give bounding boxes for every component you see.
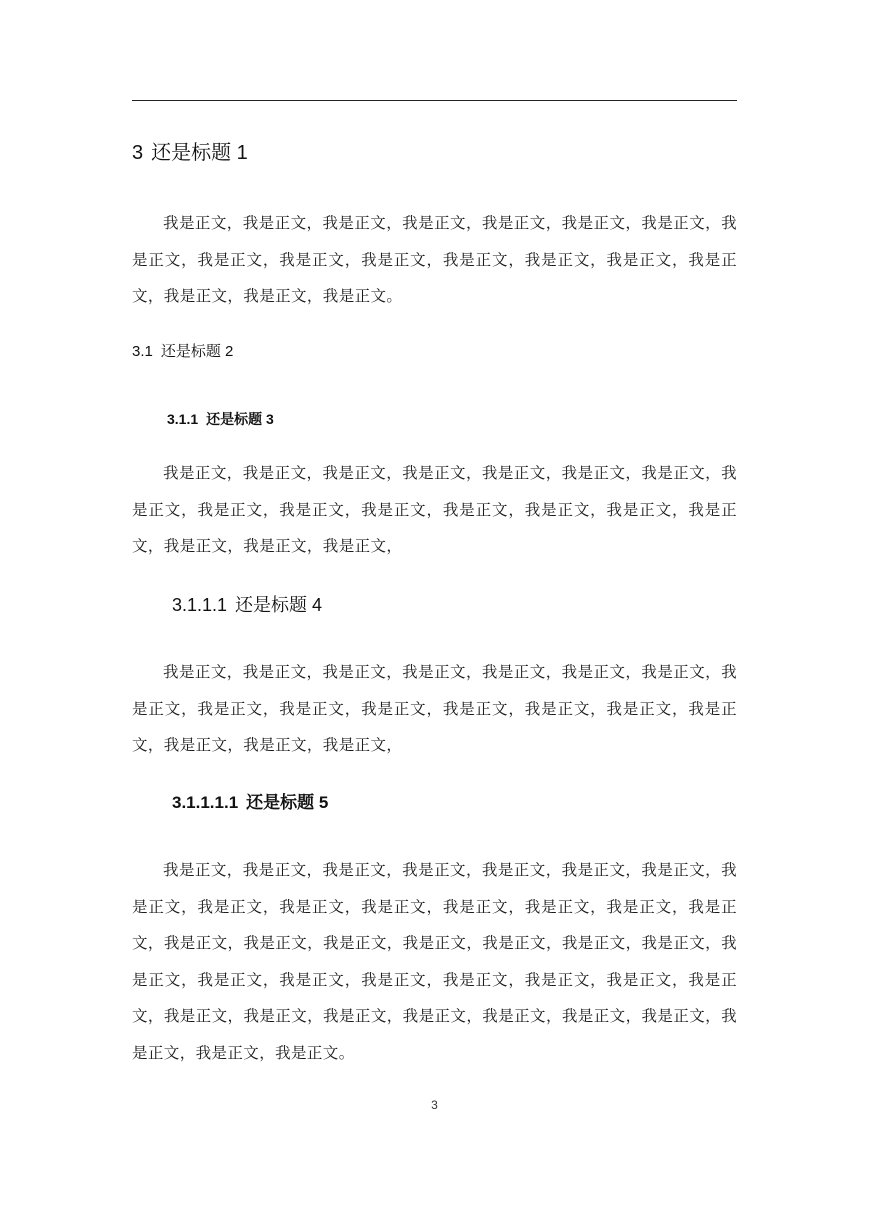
heading-2-title: 还是标题 2 <box>160 343 234 360</box>
header-rule <box>132 100 737 101</box>
page-number: 3 <box>431 1098 438 1112</box>
heading-level-3 <box>167 408 274 430</box>
heading-2-number: 3.1 <box>132 343 153 360</box>
heading-level-4 <box>172 591 322 619</box>
heading-3-number: 3.1.1 <box>167 411 199 427</box>
body-paragraph-4: 我是正文，我是正文，我是正文，我是正文，我是正文，我是正文，我是正文，我是正文，我是正文，我是正文，我是正文，我是正文，我是正文，我是正文，我是正文，我是正文，我是正文，我是正文，我是正文，我是正文，我是正文，我是正文，我是正文，我是正文，我是正文，我是正文，我是正文，我是正文，我是正文，我是正文，我是正文，我是正文，我是正文，我是正文，我是正文，我是正文，我是正文，我是正文，我是正文，我是正文。 <box>132 861 737 1062</box>
heading-1-number: 3 <box>132 142 144 164</box>
heading-level-5 <box>172 789 328 817</box>
heading-3-title: 还是标题 3 <box>206 411 274 427</box>
heading-5-title: 还是标题 5 <box>246 793 329 812</box>
heading-5-number: 3.1.1.1.1 <box>172 793 239 812</box>
body-paragraph-1: 我是正文，我是正文，我是正文，我是正文，我是正文，我是正文，我是正文，我是正文，我是正文，我是正文，我是正文，我是正文，我是正文，我是正文，我是正文，我是正文，我是正文，我是正文。 <box>132 214 737 306</box>
heading-4-title: 还是标题 4 <box>235 595 323 615</box>
heading-1-title: 还是标题 1 <box>151 142 248 164</box>
body-paragraph-2: 我是正文，我是正文，我是正文，我是正文，我是正文，我是正文，我是正文，我是正文，我是正文，我是正文，我是正文，我是正文，我是正文，我是正文，我是正文，我是正文，我是正文，我是正文， <box>132 464 737 556</box>
heading-level-1 <box>132 138 248 168</box>
body-paragraph-3: 我是正文，我是正文，我是正文，我是正文，我是正文，我是正文，我是正文，我是正文，我是正文，我是正文，我是正文，我是正文，我是正文，我是正文，我是正文，我是正文，我是正文，我是正文， <box>132 663 737 755</box>
heading-4-number: 3.1.1.1 <box>172 595 228 615</box>
heading-level-2 <box>132 340 233 364</box>
